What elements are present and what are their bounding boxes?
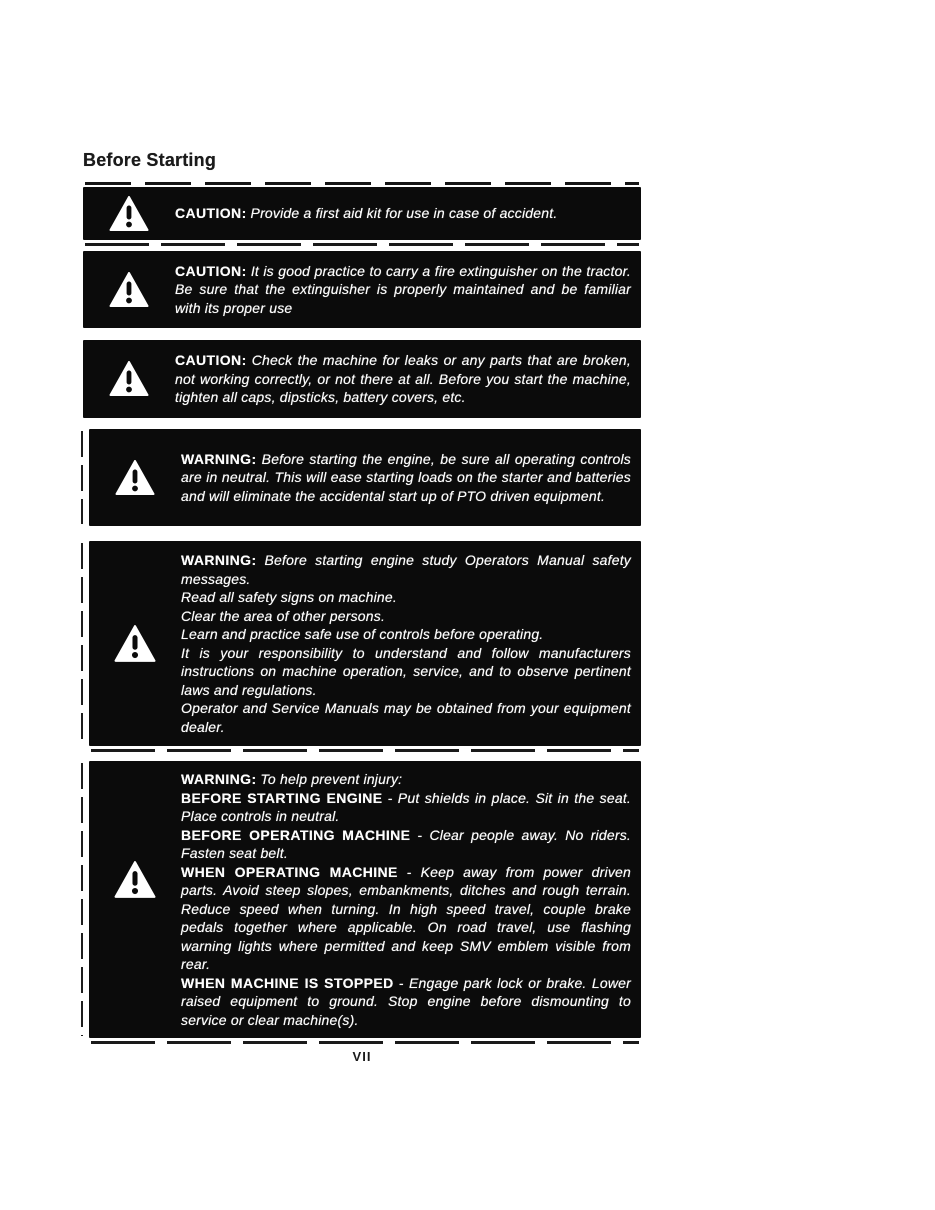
warning-triangle-icon	[109, 361, 149, 397]
box-label: WARNING:	[181, 450, 257, 467]
warning-box-neutral-controls	[89, 429, 641, 526]
box-body-text: To help prevent injury:	[260, 771, 403, 787]
box-text	[175, 340, 641, 418]
warning-item-heading: WHEN MACHINE IS STOPPED	[181, 974, 394, 991]
box-label: CAUTION:	[175, 352, 247, 369]
warning-triangle-icon	[109, 196, 149, 232]
icon-column	[89, 761, 181, 1038]
scan-artifact-line	[85, 243, 639, 246]
scan-artifact-line	[81, 763, 83, 1036]
scan-artifact-line	[91, 749, 639, 752]
box-body-text: It is good practice to carry a fire extinguisher on the tractor. Be sure that the extinguisher is properly maintained and be familiar with its proper use	[175, 262, 632, 316]
page-number: VII	[352, 1049, 372, 1064]
warning-item-text: - Put shields in place. Sit in the seat. Place controls in neutral.	[181, 789, 631, 824]
box-body-line: It is your responsibility to understand and follow manufacturers instructions on machine operation, service, and to observe pertinent laws and regulations.	[181, 644, 631, 698]
warning-item	[181, 826, 631, 863]
box-text	[181, 429, 641, 526]
caution-box-check-machine	[83, 340, 641, 418]
box-body-line: Operator and Service Manuals may be obtained from your equipment dealer.	[181, 700, 631, 735]
caution-box-fire-extinguisher	[83, 251, 641, 328]
icon-column	[89, 541, 181, 746]
warning-item	[181, 789, 631, 826]
caution-box-first-aid	[83, 187, 641, 240]
scan-artifact-line	[91, 1041, 639, 1044]
box-body-text: Before starting engine study Operators Manual safety messages.	[181, 552, 631, 587]
icon-column	[89, 429, 181, 526]
box-body-line: Learn and practice safe use of controls before operating.	[181, 626, 544, 642]
box-label: CAUTION:	[175, 205, 247, 222]
box-body-text: Check the machine for leaks or any parts that are broken, not working correctly, or not there at all. Before you start the machine, tighten all caps, dipsticks, battery covers, etc.	[175, 352, 631, 406]
icon-column	[83, 251, 175, 328]
warning-item-heading: WHEN OPERATING MACHINE	[181, 863, 398, 880]
scan-artifact-line	[85, 182, 639, 185]
warning-item-text: - Clear people away. No riders. Fasten seat belt.	[181, 826, 631, 861]
box-text	[181, 761, 641, 1038]
warning-box-operators-manual	[89, 541, 641, 746]
box-body-line: Clear the area of other persons.	[181, 607, 386, 624]
scan-artifact-line	[81, 431, 83, 524]
icon-column	[83, 187, 175, 240]
box-text	[181, 541, 641, 746]
warning-triangle-icon	[114, 861, 156, 899]
box-text	[175, 251, 641, 328]
warning-item-heading: BEFORE OPERATING MACHINE	[181, 826, 411, 843]
warning-triangle-icon	[109, 272, 149, 308]
box-body-line: Read all safety signs on machine.	[181, 589, 397, 605]
warning-item	[181, 974, 631, 1030]
warning-item-text: - Keep away from power driven parts. Avoid steep slopes, embankments, ditches and rough terrain. Reduce speed when turning. In high speed travel, couple brake pedals together where applicable. On road travel, use flashing warning lights where permitted and keep SMV emblem visible from rear.	[181, 863, 632, 972]
warning-box-prevent-injury	[89, 761, 641, 1038]
page-content	[83, 150, 641, 1064]
box-label: WARNING:	[181, 552, 257, 568]
icon-column	[83, 340, 175, 418]
warning-triangle-icon	[115, 460, 155, 496]
warning-item	[181, 863, 631, 974]
warning-item-heading: BEFORE STARTING ENGINE	[181, 789, 383, 806]
box-text	[175, 187, 641, 240]
box-body-text: Before starting the engine, be sure all operating controls are in neutral. This will ease starting loads on the starter and batteries and will eliminate the accidental start up of PTO driven equipment.	[181, 450, 631, 504]
box-label: CAUTION:	[175, 262, 247, 279]
box-label: WARNING:	[181, 771, 257, 787]
warning-item-text: - Engage park lock or brake. Lower raised equipment to ground. Stop engine before dismounting to service or clear machine(s).	[181, 974, 631, 1028]
scan-artifact-line	[81, 543, 83, 744]
box-body-text: Provide a first aid kit for use in case of accident.	[250, 205, 558, 222]
page-title: Before Starting	[83, 150, 217, 170]
warning-triangle-icon	[114, 625, 156, 663]
